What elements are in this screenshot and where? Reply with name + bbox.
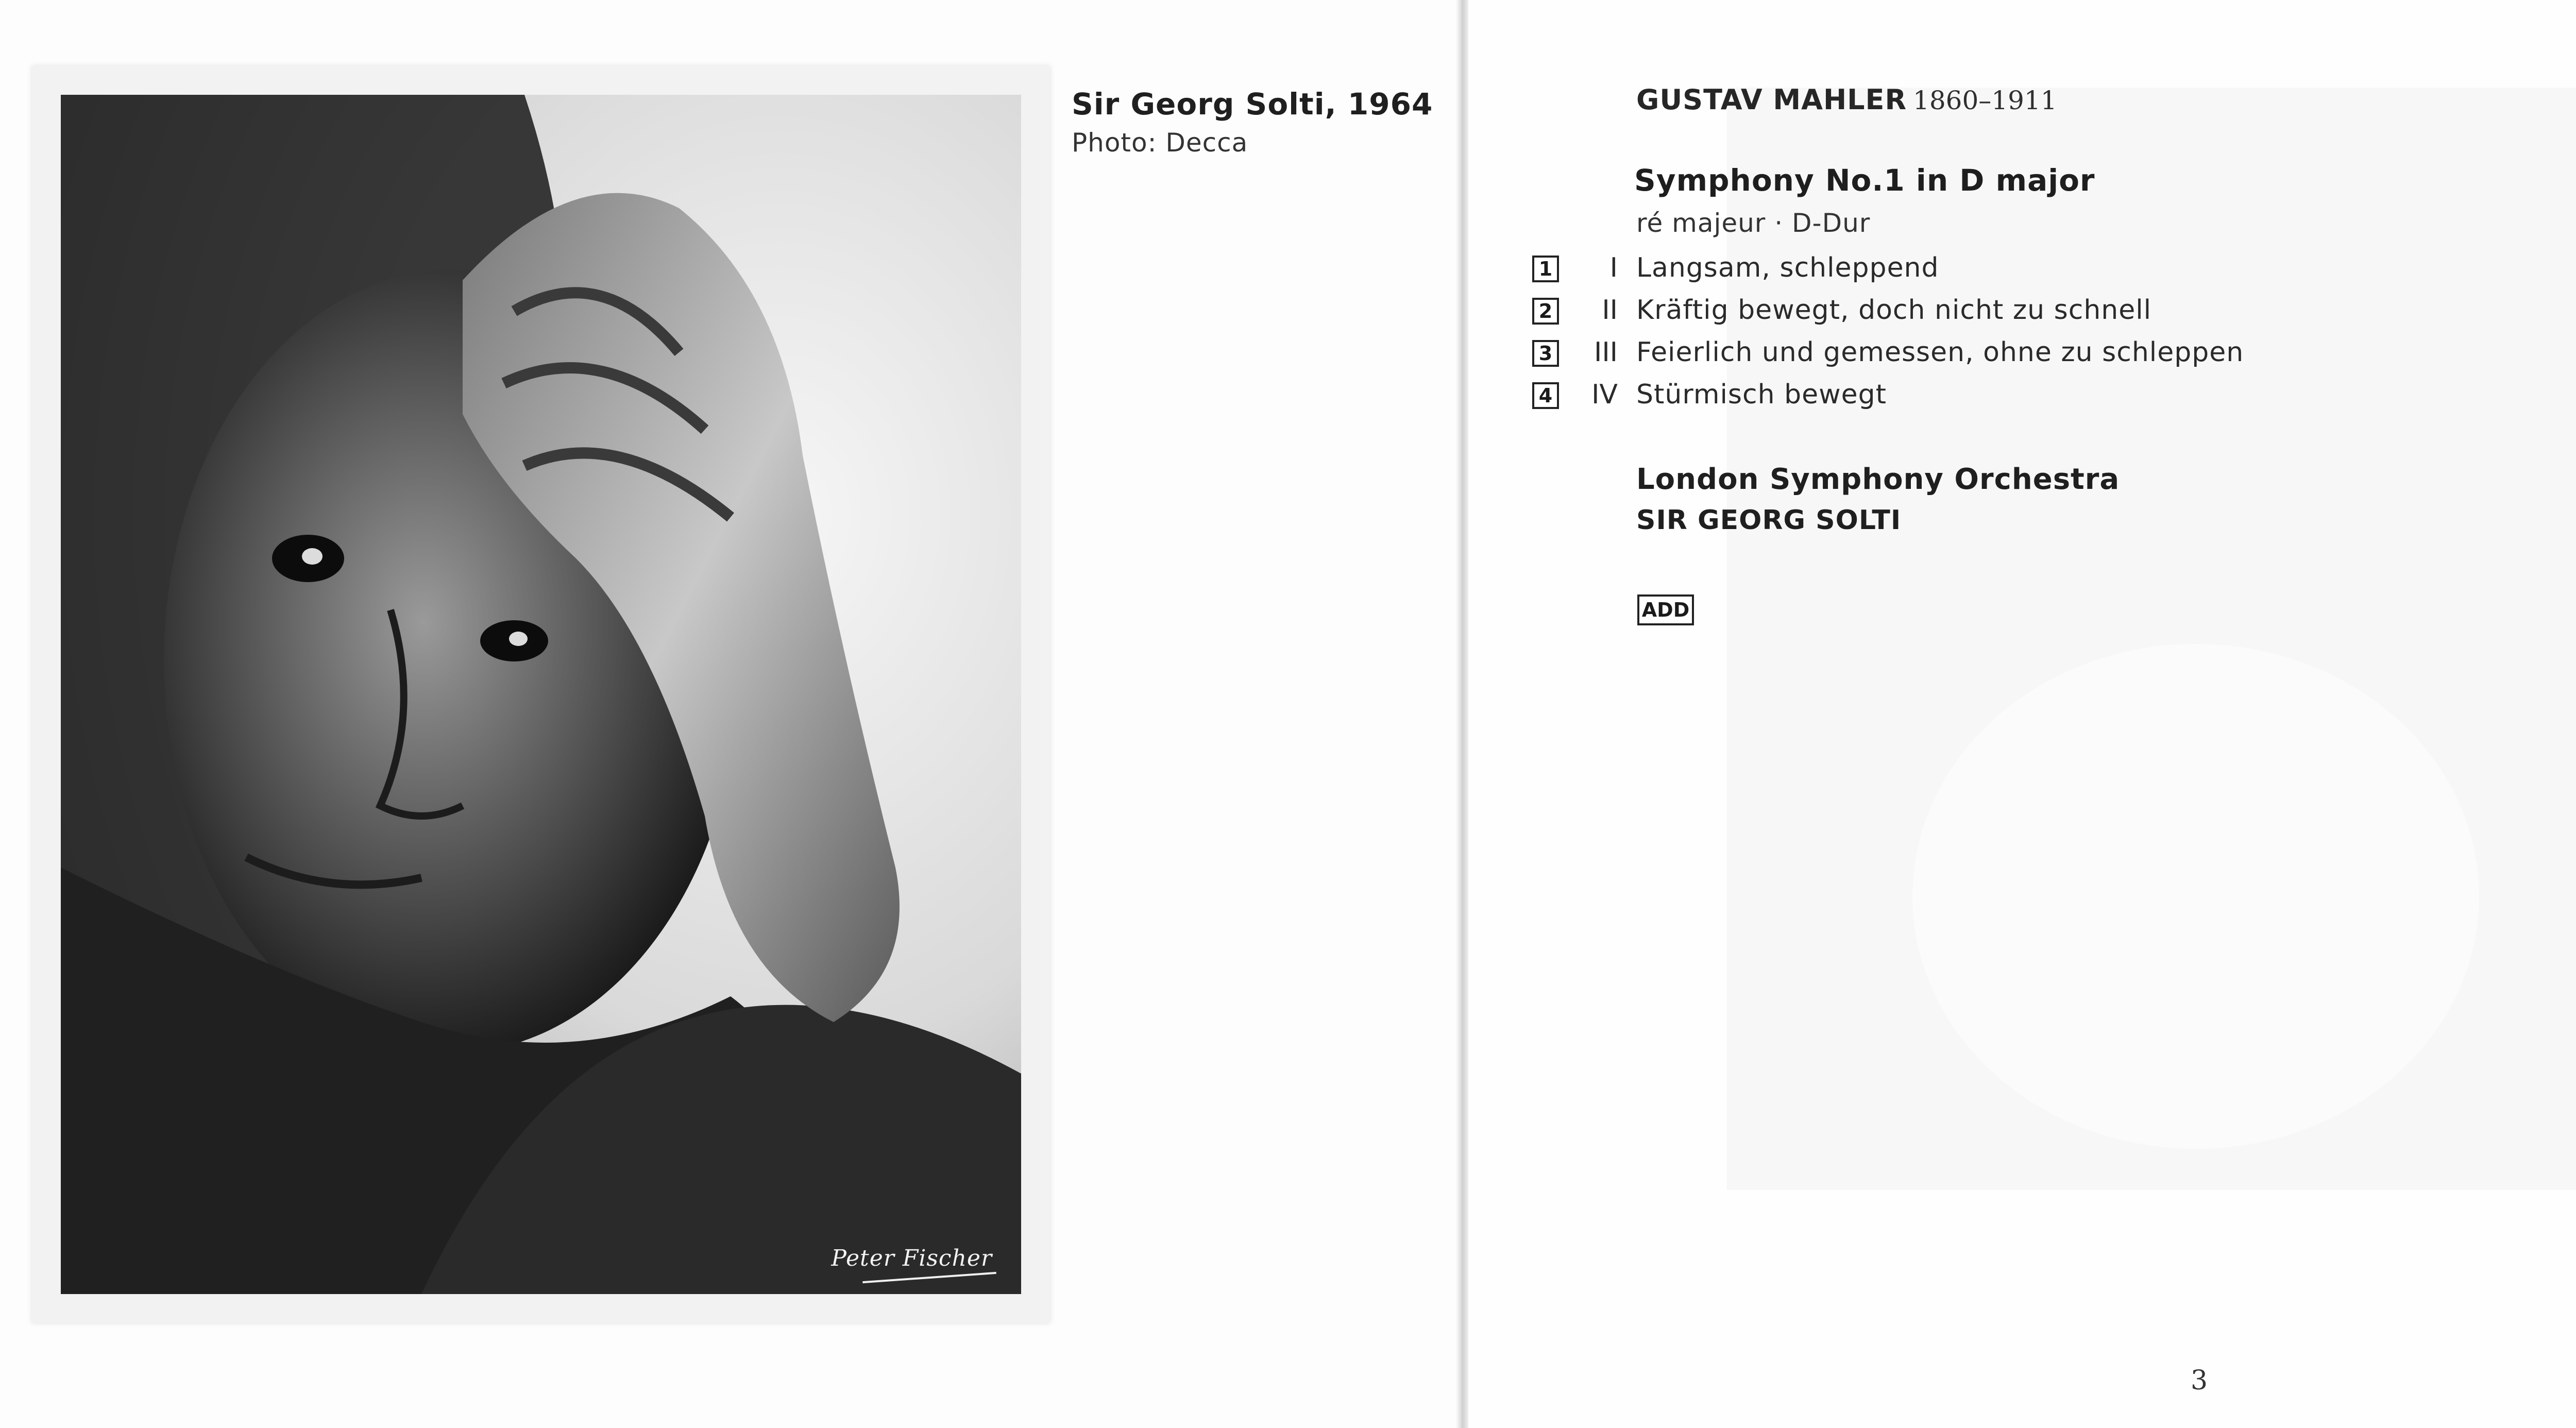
page-number: 3 bbox=[2191, 1365, 2208, 1396]
track-number-box: 3 bbox=[1532, 340, 1559, 367]
book-spine bbox=[1456, 0, 1468, 1428]
movement-number: III bbox=[1594, 337, 1618, 368]
caption-credit: Photo: Decca bbox=[1072, 128, 1248, 158]
composer-name: GUSTAV MAHLER bbox=[1636, 83, 1907, 116]
movement-title: Stürmisch bewegt bbox=[1636, 379, 1887, 410]
work-key: ré majeur · D-Dur bbox=[1636, 208, 1871, 238]
photo-caption bbox=[1072, 87, 1433, 158]
movement-title: Feierlich und gemessen, ohne zu schleppen bbox=[1636, 337, 2244, 368]
bleed-through-shape bbox=[1912, 644, 2479, 1149]
movement-number: I bbox=[1609, 252, 1618, 283]
movement-title: Kräftig bewegt, doch nicht zu schnell bbox=[1636, 295, 2152, 326]
composer-heading bbox=[1636, 83, 2057, 116]
composer-dates: 1860–1911 bbox=[1913, 86, 2057, 115]
track-row bbox=[0, 379, 2576, 420]
track-number-box: 1 bbox=[1532, 256, 1559, 282]
movement-title: Langsam, schleppend bbox=[1636, 252, 1939, 283]
track-number-box: 4 bbox=[1532, 382, 1559, 409]
caption-title: Sir Georg Solti, 1964 bbox=[1072, 87, 1433, 122]
track-number-box: 2 bbox=[1532, 298, 1559, 325]
work-title: Symphony No.1 in D major bbox=[1634, 163, 2095, 198]
orchestra-name: London Symphony Orchestra bbox=[1636, 463, 2120, 496]
movement-number: II bbox=[1602, 295, 1618, 326]
conductor-name: SIR GEORG SOLTI bbox=[1636, 505, 1902, 536]
track-row bbox=[0, 337, 2576, 378]
photographer-signature: Peter Fischer bbox=[831, 1245, 992, 1271]
track-row bbox=[0, 252, 2576, 294]
recording-code-badge: ADD bbox=[1637, 594, 1694, 625]
track-row bbox=[0, 295, 2576, 336]
movement-number: IV bbox=[1591, 379, 1618, 410]
